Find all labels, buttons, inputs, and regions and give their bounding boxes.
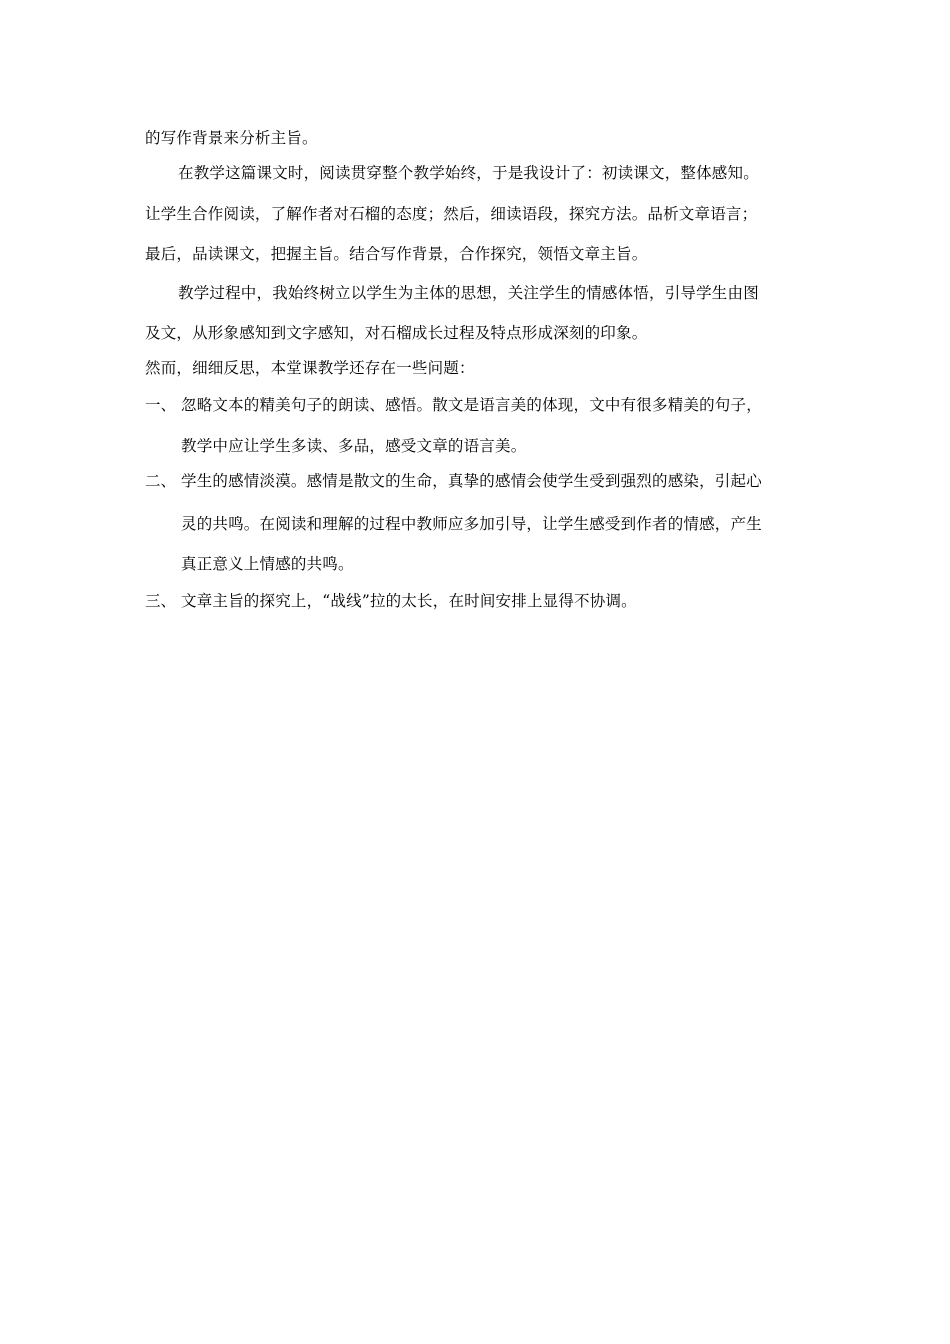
paragraph-line: 让学生合作阅读，了解作者对石榴的态度；然后，细读语段，探究方法。品析文章语言； bbox=[145, 205, 758, 223]
list-marker: 二、 bbox=[145, 472, 177, 490]
list-marker: 三、 bbox=[145, 592, 177, 610]
paragraph-continuation: 的写作背景来分析主旨。 bbox=[145, 129, 318, 147]
list-item-line: 真正意义上情感的共鸣。 bbox=[181, 555, 354, 573]
list-item-line: 灵的共鸣。在阅读和理解的过程中教师应多加引导，让学生感受到作者的情感，产生 bbox=[181, 515, 762, 533]
list-item-line: 学生的感情淡漠。感情是散文的生命，真挚的感情会使学生受到强烈的感染，引起心 bbox=[181, 472, 762, 490]
list-item-line: 教学中应让学生多读、多品，感受文章的语言美。 bbox=[181, 437, 527, 455]
paragraph-line: 教学过程中，我始终树立以学生为主体的思想，关注学生的情感体悟，引导学生由图 bbox=[178, 284, 759, 302]
paragraph-line: 及文，从形象感知到文字感知，对石榴成长过程及特点形成深刻的印象。 bbox=[145, 324, 648, 342]
paragraph-line: 在教学这篇课文时，阅读贯穿整个教学始终，于是我设计了：初读课文，整体感知。 bbox=[178, 164, 759, 182]
list-item-line: 忽略文本的精美句子的朗读、感悟。散文是语言美的体现，文中有很多精美的句子， bbox=[181, 396, 762, 414]
list-marker: 一、 bbox=[145, 396, 177, 414]
list-item-line: 文章主旨的探究上，“战线”拉的太长，在时间安排上显得不协调。 bbox=[181, 592, 637, 610]
paragraph-line: 最后，品读课文，把握主旨。结合写作背景，合作探究，领悟文章主旨。 bbox=[145, 245, 648, 263]
paragraph-line: 然而，细细反思，本堂课教学还存在一些问题： bbox=[145, 359, 475, 377]
